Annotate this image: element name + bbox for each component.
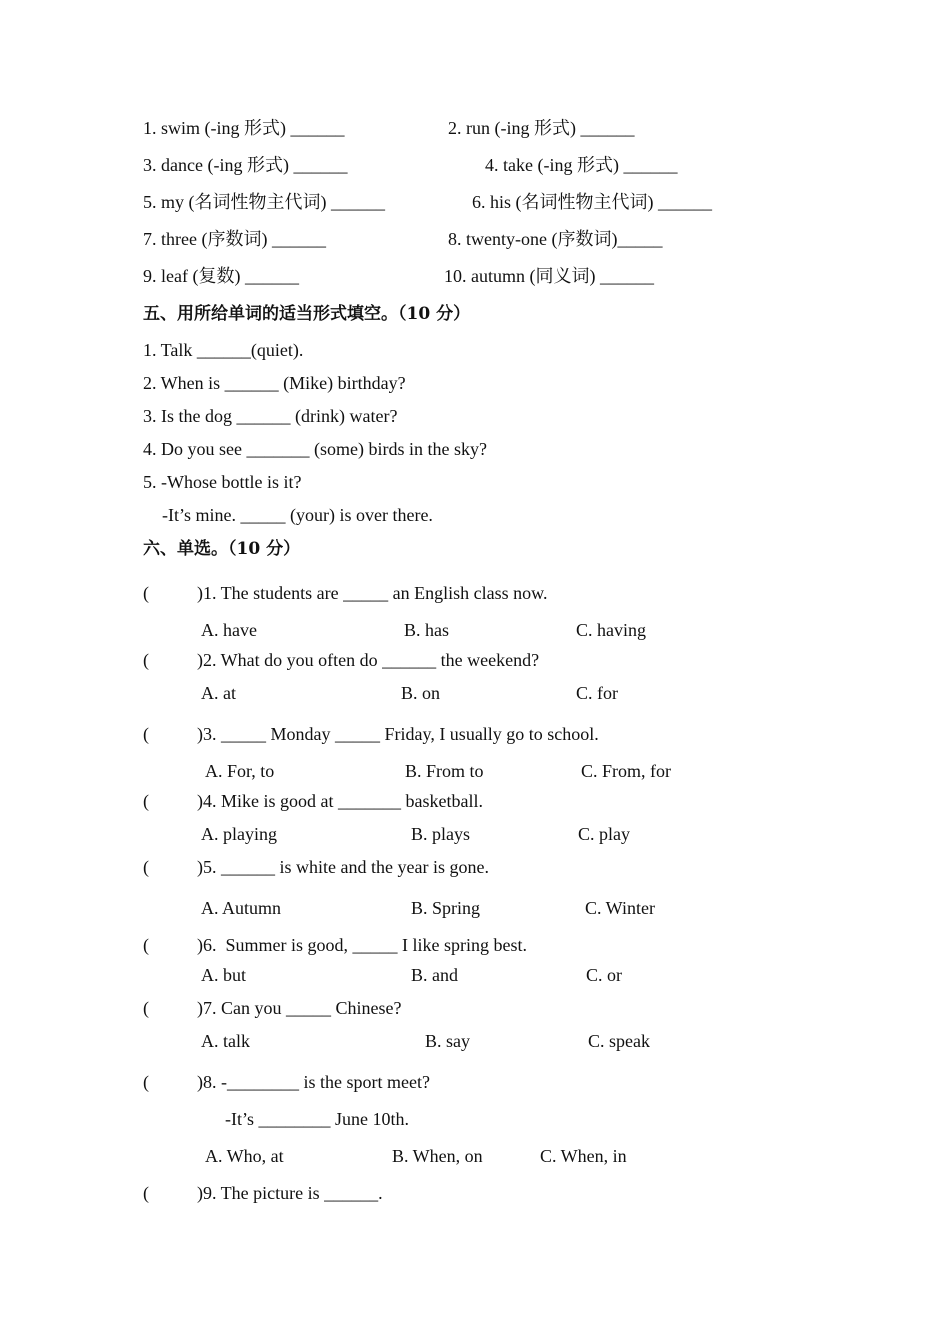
section4-item-9: 9. leaf (复数) ______	[143, 266, 299, 286]
q3-open-paren: (	[143, 724, 149, 744]
q1-option-b: B. has	[404, 620, 449, 640]
q3-stem: )3. _____ Monday _____ Friday, I usually go to school.	[197, 724, 599, 744]
q7-open-paren: (	[143, 998, 149, 1018]
section5-item-4: 4. Do you see _______ (some) birds in the sky?	[143, 439, 487, 459]
q8-open-paren: (	[143, 1072, 149, 1092]
section5-item-1: 1. Talk ______(quiet).	[143, 340, 304, 360]
q5-option-b: B. Spring	[411, 898, 481, 918]
q1-option-a: A. have	[201, 620, 257, 640]
section4-item-3: 3. dance (-ing 形式) ______	[143, 155, 348, 175]
q4-option-c: C. play	[578, 824, 630, 844]
q7-option-a: A. talk	[201, 1031, 250, 1051]
q6-option-b: B. and	[411, 965, 458, 985]
q7-option-b: B. say	[425, 1031, 470, 1051]
q2-option-b: B. on	[401, 683, 441, 703]
q4-option-a: A. playing	[201, 824, 277, 844]
q5-option-a: A. Autumn	[201, 898, 282, 918]
q6-stem: )6. Summer is good, _____ I like spring best.	[197, 935, 527, 955]
q6-option-a: A. but	[201, 965, 246, 985]
section5-item-3: 3. Is the dog ______ (drink) water?	[143, 406, 398, 426]
section4-item-8: 8. twenty-one (序数词)_____	[448, 229, 663, 249]
section4-item-10: 10. autumn (同义词) ______	[444, 266, 654, 286]
q6-option-c: C. or	[586, 965, 622, 985]
q4-open-paren: (	[143, 791, 149, 811]
q5-option-c: C. Winter	[585, 898, 655, 918]
q5-open-paren: (	[143, 857, 149, 877]
q8-option-a: A. Who, at	[205, 1146, 284, 1166]
q9-stem: )9. The picture is ______.	[197, 1183, 383, 1203]
q9-open-paren: (	[143, 1183, 149, 1203]
q1-stem: )1. The students are _____ an English class now.	[197, 583, 548, 603]
q8-option-c: C. When, in	[540, 1146, 627, 1166]
section5-item-5: 5. -Whose bottle is it?	[143, 472, 302, 492]
section4-item-6: 6. his (名词性物主代词) ______	[472, 192, 712, 212]
section5-item-2: 2. When is ______ (Mike) birthday?	[143, 373, 406, 393]
q8-stem: )8. -________ is the sport meet?	[197, 1072, 430, 1092]
section4-item-4: 4. take (-ing 形式) ______	[485, 155, 678, 175]
section5-heading: 五、用所给单词的适当形式填空。（10 分）	[143, 304, 471, 324]
q3-option-a: A. For, to	[205, 761, 275, 781]
section5-item-5-answer: -It’s mine. _____ (your) is over there.	[162, 505, 433, 525]
q2-stem: )2. What do you often do ______ the weekend?	[197, 650, 540, 670]
q2-open-paren: (	[143, 650, 149, 670]
section4-item-1: 1. swim (-ing 形式) ______	[143, 118, 345, 138]
section4-item-7: 7. three (序数词) ______	[143, 229, 326, 249]
q5-stem: )5. ______ is white and the year is gone.	[197, 857, 489, 877]
q2-option-a: A. at	[201, 683, 236, 703]
q6-open-paren: (	[143, 935, 149, 955]
q7-stem: )7. Can you _____ Chinese?	[197, 998, 402, 1018]
q4-stem: )4. Mike is good at _______ basketball.	[197, 791, 483, 811]
q1-open-paren: (	[143, 583, 149, 603]
q3-option-c: C. From, for	[581, 761, 671, 781]
q3-option-b: B. From to	[405, 761, 484, 781]
q7-option-c: C. speak	[588, 1031, 650, 1051]
q8-option-b: B. When, on	[392, 1146, 483, 1166]
q8-stem-reply: -It’s ________ June 10th.	[225, 1109, 409, 1129]
q2-option-c: C. for	[576, 683, 618, 703]
q4-option-b: B. plays	[411, 824, 471, 844]
section4-item-5: 5. my (名词性物主代词) ______	[143, 192, 385, 212]
section4-item-2: 2. run (-ing 形式) ______	[448, 118, 635, 138]
section6-heading: 六、单选。（10 分）	[143, 539, 301, 559]
q1-option-c: C. having	[576, 620, 646, 640]
